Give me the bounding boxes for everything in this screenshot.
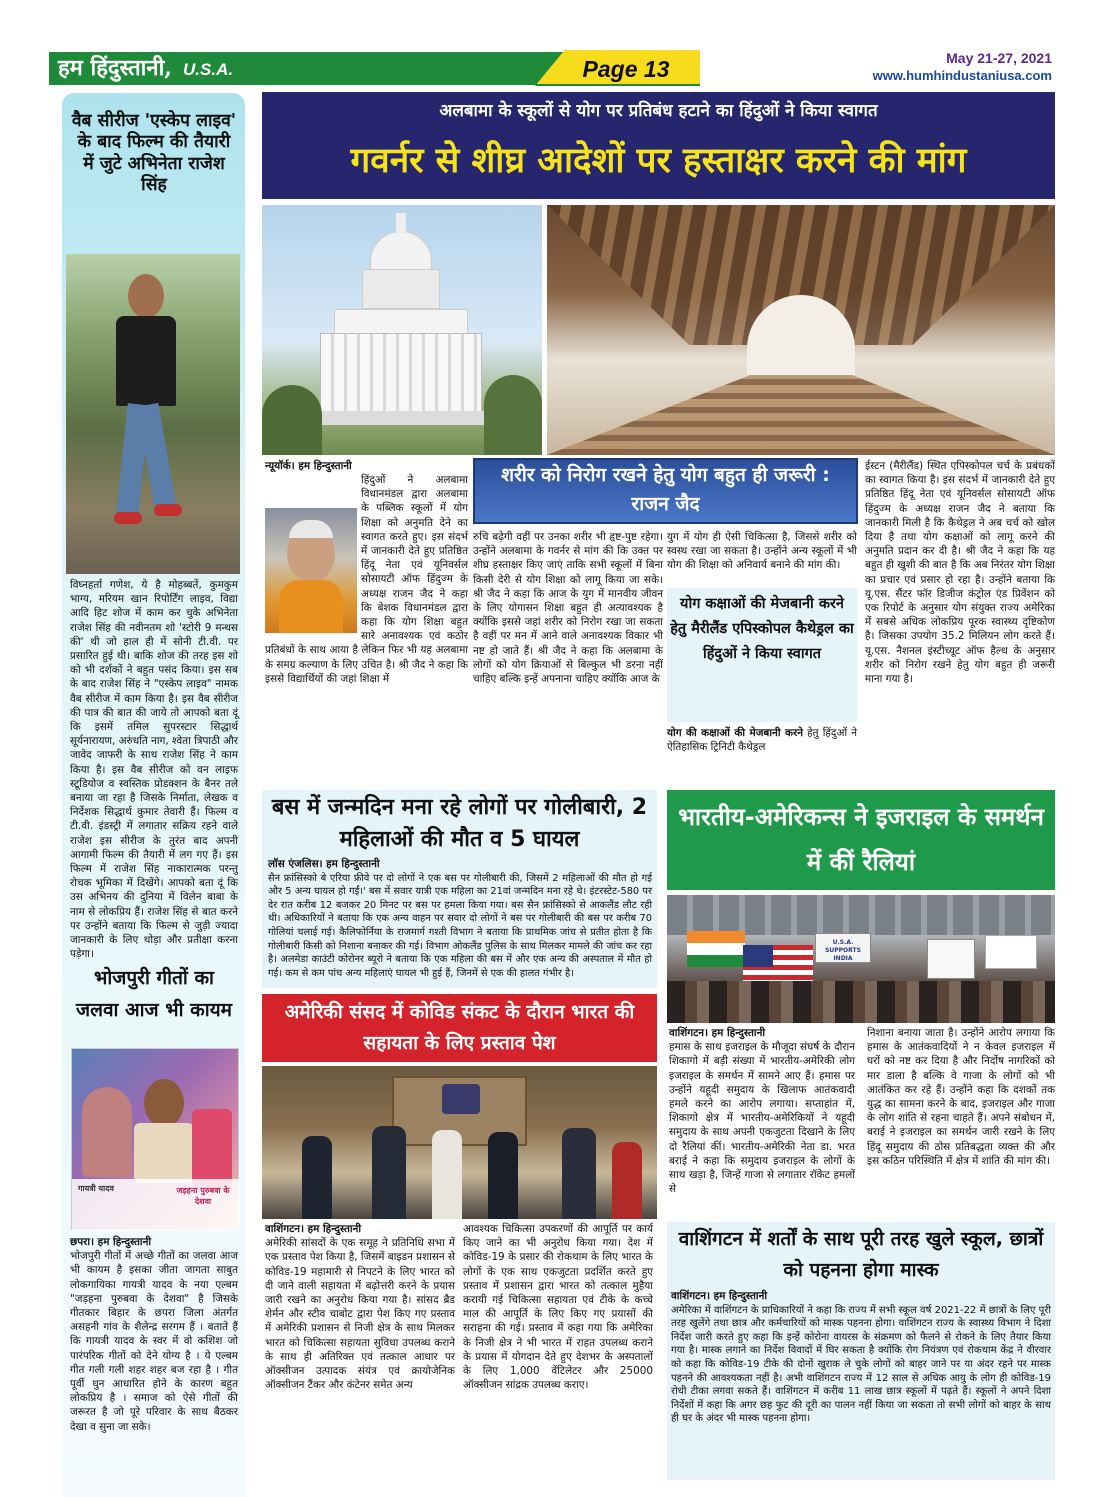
- cathedral-photo: [547, 205, 1055, 455]
- bus-body: सैन फ्रांसिस्को बे एरिया फ्रीवे पर दो लोगों ने एक बस पर गोलीबारी की, जिसमें 2 महिलाओं की मौत हो गई और 5 अन्य घायल हो गईं।' बस में सवार यात्री एक महिला का 21वां जन्मदिन मना रहे थे। इंटरस्टेट-580 पर देर रात करीब 12 बजकर 20 मिनट पर बस पर हमला किया गया। बस सैन फ्रांसिस्को से आकलैंड लौट रही थी। अधिकारियों ने बताया कि एक अन्य वाहन पर सवार दो लोगों ने बस पर गोलीबारी की बस पर करीब 70 गोलियां चलाई गई। कैलिफोर्निया के राजमार्ग गश्ती विभाग ने बताया कि प्राथमिक जांच से प्रतीत होता है कि गोलीबारी किसी को निशाना बनाकर की गई। विभाग ओकलैंड पुलिस के साथ मिलकर मामले की जांच कर रहा है। अलमेडा काउंटी कोरोनर ब्यूरो ने बताया कि एक महिला की बस में और एक अन्य की अस्पताल में मौत हो गई। कम से कम पांच अन्य महिलाएं घायल भी हुई हैं, जिनमें से एक की हालत गंभीर है।: [268, 872, 652, 979]
- sidebar-article-2-dateline: छपरा। हम हिन्दुस्तानी: [70, 1236, 152, 1248]
- school-dateline: वाशिंगटन। हम हिन्दुस्तानी: [671, 1290, 768, 1302]
- album-singer: गायत्री यादव: [78, 1184, 114, 1193]
- covid-col1: [265, 1222, 455, 1472]
- lead-body-2: रुचि बढ़ेगी वहीं पर उनका शरीर भी हृष्ट-पुष्ट रहेगा। उन्होंने अलबामा के गवर्नर से मांग की कि उक्त पर शीघ्र हस्ताक्षर किए जाएं ताकि सभी स्कूलों में बिना किसी देरी से योग शिक्षा को लागू किया जा सके। श्री जैद ने कहा कि आज के युग में मानवीय जीवन के लिए योगासन शिक्षा बहुत ही अत्यावश्यक है क्योंकि इससे जहां शरीर को निरोग रखा जा सकता है वहीं पर मन में आने वाले अनावश्यक विकार भी नष्ट हो जाते हैं। श्री जैद ने कहा कि अलबामा के लोगों को योग क्रियाओं से बिल्कुल भी डरना नहीं चाहिए बल्कि इन्हें अपनाना चाहिए क्योंकि आज के: [473, 531, 663, 686]
- sidebar-headline-1: वैब सीरीज 'एस्केप लाइव' के बाद फिल्म की तैयारी में जुटे अभिनेता राजेश सिंह: [71, 111, 237, 196]
- lead-body-4-lead: योग की कक्षाओं की मेजबानी करने: [667, 727, 803, 739]
- covid-dateline: वाशिंगटन। हम हिन्दुस्तानी: [265, 1223, 362, 1235]
- sidebar-headline-2: भोजपुरी गीतों का जलवा आज भी कायम: [76, 967, 232, 1021]
- actor-photo: [66, 254, 240, 574]
- israel-dateline: वाशिंगटन। हम हिन्दुस्तानी: [669, 1027, 766, 1039]
- lead-kicker: अलबामा के स्कूलों से योग पर प्रतिबंध हटाने का हिंदुओं ने किया स्वागत: [439, 101, 878, 121]
- masthead-name: हम हिंदुस्तानी,: [58, 55, 172, 81]
- cathedral-subhead: योग कक्षाओं की मेजबानी करने हेतु मैरीलैंड एपिस्कोपल कैथेड्रल का हिंदुओं ने किया स्वागत: [670, 596, 854, 662]
- rally-photo: [667, 895, 1055, 1023]
- bus-dateline: लॉस एंजलिस। हम हिन्दुस्तानी: [268, 858, 380, 870]
- lead-body-1: हिंदुओं ने अलबामा विधानमंडल द्वारा अलबामा के पब्लिक स्कूलों में योग शिक्षा को अनुमति देने का स्वागत करते हुए। इस संदर्भ में जानकारी देते हुए प्रतिष्ठित हिंदू नेता एवं यूनिवर्सल सोसायटी ऑफ हिंदुज्म के अध्यक्ष राजन जैद ने कहा कि बेशक विधानमंडल द्वारा कहा कि योग शिक्षा बहुत सारे अनावश्यक एवं कठोर प्रतिबंधों के साथ आया है लेकिन फिर भी यह अलबामा के समग्र कल्याण के लिए उचित है। श्री जैद ने कहा कि इससे विद्यार्थियों की जहां शिक्षा में: [265, 474, 468, 685]
- school-article: [671, 1290, 1051, 1474]
- israel-body-2: निशाना बनाया जाता है। उन्होंने आरोप लगाया कि हमास के आतंकवादियों ने न केवल इजराइल में घरों को नष्ट कर दिया है और निर्दोष नागरिकों को मार डाला है बल्कि वे गाजा के लोगों को भी आतंकित कर रहे हैं। उन्होंने कहा कि दशकों तक युद्ध का सामना करने के बाद, इजराइल और गाजा के लोग शांति से रहना चाहते हैं। अपने संबोधन में, बराई ने इजराइल का समर्थन जारी रखने के लिए हिंदू समुदाय की ठोस प्रतिबद्धता व्यक्त की और इस कठिन परिस्थिति में क्षेत्र में शांति की मांग की।: [867, 1027, 1055, 1167]
- congress-photo: [262, 1066, 657, 1219]
- covid-body-2: आवश्यक चिकित्सा उपकरणों की आपूर्ति पर कार्य किए जाने का भी अनुरोध किया गया। देश में कोविड-19 के प्रसार की रोकथाम के लिए भारत के लोगों के एक साथ एकजुटता प्रदर्शित करते हुए प्रस्ताव में प्रशासन द्वारा भारत को तत्काल मुहैया करायी गई चिकित्सा सहायता एवं टीके के कच्चे माल की आपूर्ति के लिए किए गए प्रयासों की सराहना की गई। प्रस्ताव में कहा गया कि अमेरिका के निजी क्षेत्र ने भी भारत में राहत उपलब्ध कराने के प्रयास में योगदान देते हुए देशभर के अस्पतालों के लिए 1,000 वेंटिलेटर और 25000 ऑक्सीजन सांद्रक उपलब्ध कराए।: [463, 1223, 653, 1392]
- israel-headline: भारतीय-अमेरिकन्स ने इजराइल के समर्थन में कीं रैलियां: [678, 803, 1044, 876]
- sidebar-article-2-body: भोजपुरी गीतों में अच्छे गीतों का जलवा आज भी कायम है इसका जीता जागता साबुत लोकगायिका गायत्री यादव के नया एल्बम "जड़हना पुरुबवा के देशवा" है जिसके गीतकार बिहार के छपरा जिला अंतर्गत असहनी गांव के शैलेन्द्र सरगम हैं । बताते हैं कि गायत्री यादव के स्वर में वो कशिश जो पारंपरिक गीतों को देने योग्य है । ये एल्बम गीत गली गली शहर शहर बज रहा है । गीत पूर्वी धुन आधारित होने के कारण बहुत लोकप्रिय है । समाज को ऐसे गीतों की जरूरत है जो पूरे परिवार के साथ बैठकर देखा व सुना जा सके।: [70, 1250, 238, 1433]
- yoga-subhead: शरीर को निरोग रखने हेतु योग बहुत ही जरूरी : राजन जैद: [501, 464, 830, 515]
- lead-body-5: ईस्टन (मैरीलैंड) स्थित एपिस्कोपल चर्च के प्रबंधकों का स्वागत किया है। इस संदर्भ में जानकारी देते हुए प्रतिष्ठित हिंदू नेता एवं यूनिवर्सल सोसायटी ऑफ हिंदुज्म के अध्यक्ष राजन जैद ने बताया कि जानकारी मिली है कि कैथेड्रल ने अब चर्च को खोल दिया है तथा योग कक्षाओं को लागू करने की अनुमति प्रदान कर दी है। श्री जैद ने कहा कि यह बहुत ही खुशी की बात है कि अब निरंतर योग शिक्षा का प्रचार एवं प्रसार हो रहा है। उन्होंने बताया कि यू.एस. सैंटर फॉर डिजीज कंट्रोल एंड प्रिवेंशन को एक रिपोर्ट के अनुसार योग संयुक्त राज्य अमेरिका में सबसे अधिक लोकप्रिय पूरक स्वास्थ्य दृष्टिकोण है। जिसका उपयोग 35.2 मिलियन लोग करते हैं। यू.एस. नैशनल इंस्टीच्यूट ऑफ हैल्थ के अनुसार शरीर को निरोग रखने हेतु योग बहुत ही जरूरी माना गया है।: [865, 460, 1055, 686]
- lead-body-3: युग में योग ही ऐसी चिकित्सा है, जिससे शरीर को स्वस्थ रखा जा सकता है। उन्होंने अन्य स्कूलों में भी योग की शिक्षा को अनिवार्य बनाने की मांग की।: [667, 531, 857, 572]
- capitol-photo: [262, 205, 542, 455]
- lead-body-4: [667, 726, 857, 782]
- covid-headline: अमेरिकी संसद में कोविड संकट के दौरान भारत की सहायता के लिए प्रस्ताव पेश: [284, 1001, 635, 1054]
- lead-body-1-float-mask: [265, 508, 360, 636]
- website-url[interactable]: www.humhindustaniusa.com: [872, 68, 1052, 83]
- album-cover: [71, 1048, 239, 1230]
- masthead-title: [58, 51, 398, 85]
- lead-dateline: न्यूयॉर्क। हम हिन्दुस्तानी: [265, 460, 352, 472]
- lead-headline: गवर्नर से शीघ्र आदेशों पर हस्ताक्षर करने की मांग: [350, 141, 967, 181]
- school-headline: वाशिंगटन में शर्तों के साथ पूरी तरह खुले स्कूल, छात्रों को पहनना होगा मास्क: [678, 1228, 1044, 1281]
- page-number: Page 13: [582, 56, 670, 82]
- masthead-usa: U.S.A.: [183, 60, 234, 79]
- rally-banner-text: U.S.A. SUPPORTS INDIA: [825, 939, 861, 962]
- bus-article: [268, 858, 652, 986]
- issue-date: May 21-27, 2021: [946, 50, 1052, 66]
- sidebar-article-1-body: विघ्नहर्ता गणेश, ये है मोहब्बतें, कुमकुम भाग्य, मरियम खान रिपोर्टिंग लाइव, विद्या आदि हिट शोज में काम कर चुके अभिनेता राजेश सिंह की नवीनतम शो 'स्टोरी 9 मन्थस की' थी जो हाल ही में सोनी टी.वी. पर प्रसारित हुई थी। बाकि शोज की तरह इस शो को भी दर्शकों ने बहुत पसंद किया। इस सब के बाद राजेश सिंह ने "एस्केप लाइव" नामक वैब सीरीज में काम किया है। इस वैब सीरीज की पात्र की बात की जाये तो आपको बता दूं कि इसमें तमिल सुपरस्टार सिद्धार्थ सूर्यनारायण, अरुंधति नाग, श्वेता त्रिपाठी और जावेद जाफरी के साथ राजेश सिंह ने काम किया है। इस वैब सीरीज को वन लाइफ स्टूडियोज व स्वस्तिक प्रोडक्शन के बैनर तले बनाया जा रहा है जिसके निर्माता, लेखक व निर्देशक सिद्धार्थ कुमार तेवारी हैं। फिल्म व टी.वी. इंडस्ट्री में लगातार सक्रिय रहने वाले राजेश इस सीरीज के तुरंत बाद अपनी आगामी फिल्म की तैयारी में लग गए हैं। इस फिल्म में राजेश सिंह नाकारात्मक परन्तु रोचक भूमिका में दिखेंगे। आपको बता दूं कि उस अभिनय की दुनिया में विलेन बाबा के नाम से लोकप्रिय हैं। राजेश सिंह से बात करने पर उन्होंने बताया कि फिल्म से जुड़ी ज्यादा जानकारी के लिए थोड़ा और प्रतीक्षा करना पड़ेगा।: [70, 579, 239, 961]
- covid-body-1: अमेरिकी सांसदों के एक समूह ने प्रतिनिधि सभा में एक प्रस्ताव पेश किया है, जिसमें बाइडन प्रशासन से कोविड-19 महामारी से निपटने के लिए भारत को दी जाने वाली सहायता में बढ़ोत्तरी करने के प्रयास जारी रखने का अनुरोध किया गया है। सांसद ब्रैड शेर्मन और स्टीव चाबोट द्वारा पेश किए गए प्रस्ताव में अमेरिकी प्रशासन से निजी क्षेत्र के साथ मिलकर भारत को चिकित्सा सहायता सुविधा उपलब्ध कराने के साथ ही अतिरिक्त एवं तत्काल आधार पर ऑक्सीजन उत्पादक संयंत्र एवं क्रायोजेनिक ऑक्सीजन टैंकर और कंटेनर समेत अन्य: [265, 1237, 455, 1392]
- sidebar-article-2: [70, 1235, 238, 1475]
- bus-headline: बस में जन्मदिन मना रहे लोगों पर गोलीबारी, 2 महिलाओं की मौत व 5 घायल: [271, 795, 648, 852]
- school-body: अमेरिका में वाशिंगटन के प्राधिकारियों ने कहा कि राज्य में सभी स्कूल वर्ष 2021-22 में छात्रों के लिए पूरी तरह खुलेंगे तथा छात्र और कर्मचारियों को मास्क पहनना होगा। वाशिंगटन राज्य के स्वास्थ्य विभाग ने दिशा निर्देश जारी करते हुए कहा कि इन्हें कोरोना वायरस के संक्रमण को फैलने से रोकने के लिए तैयार किया गया है। मास्क लगाने का निर्देश विवादों में घिर सकता है क्योंकि रोग नियंत्रण एवं रोकथाम केंद्र ने वीरवार को कहा कि कोविड-19 टीके की दोनों खुराक ले चुके लोगों को बाहर जाने पर या अंदर रहने पर मास्क पहनने की आवश्यकता नहीं है। अभी वाशिंगटन राज्य में 12 साल से अधिक आयु के लोग ही कोविड-19 रोधी टीका लगवा सकते हैं। वाशिंगटन में करीब 11 लाख छात्र स्कूलों में पढ़ते हैं। स्कूलों ने अपने दिशा निर्देशों में कहा कि अगर छह फुट की दूरी का पालन नहीं किया जा सकता तो सभी लोगों को बाहर के साथ ही घर के अंदर भी मास्क पहनना होगा।: [671, 1304, 1051, 1425]
- lead-body-4-text: हेतु हिंदुओं ने ऐतिहासिक ट्रिनिटी कैथेड्रल: [667, 727, 857, 754]
- israel-body-1: हमास के साथ इजराइल के मौजूदा संघर्ष के दौरान शिकागो में बड़ी संख्या में भारतीय-अमेरिकी लोग इजराइल के समर्थन में सामने आए हैं। हमास पर उन्होंने यहूदी समुदाय के खिलाफ आतंकवादी हमले करने का आरोप लगाया। सप्ताहांत में, शिकागो क्षेत्र में भारतीय-अमेरिकियों ने यहूदी समुदाय के साथ अपनी एकजुटता दिखाने के लिए दो रैलियां कीं। भारतीय-अमेरिकी नेता डा. भरत बराई ने कहा कि समुदाय इजराइल के लोगों के साथ खड़ा है, जिन्हें गाजा से लगातार रॉकेट हमलों से: [669, 1041, 855, 1196]
- israel-col1: [669, 1026, 855, 1214]
- album-title: जड़हना पुरुबवा के देशवा: [176, 1186, 230, 1206]
